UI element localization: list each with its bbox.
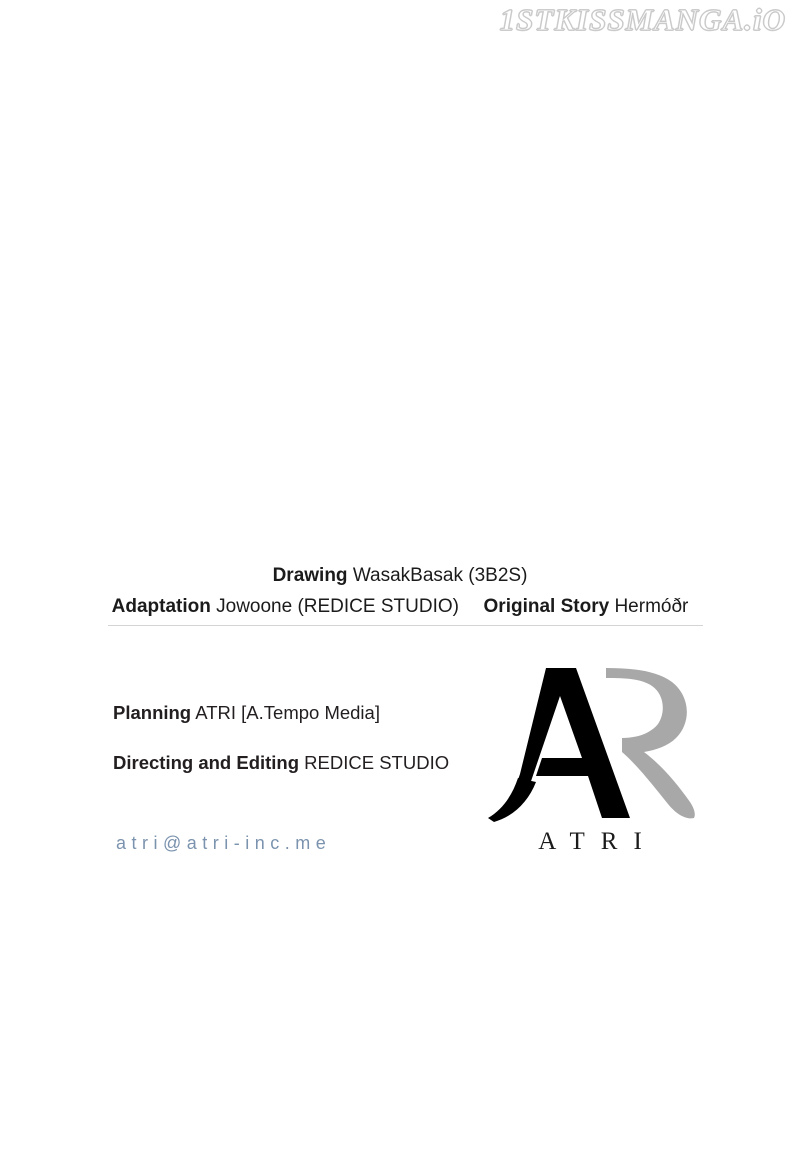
- credit-label-adaptation: Adaptation: [111, 596, 211, 617]
- credit-label-drawing: Drawing: [272, 565, 348, 586]
- contact-email[interactable]: atri@atri-inc.me: [116, 833, 332, 853]
- credit-value-drawing: WasakBasak (3B2S): [352, 565, 528, 586]
- site-watermark: 1STKISSMANGA.iO: [499, 2, 786, 37]
- staff-row-planning: [113, 700, 449, 726]
- staff-block: [113, 700, 449, 800]
- staff-row-directing: [113, 750, 449, 776]
- credit-value-original-story: Hermóðr: [614, 596, 689, 617]
- credit-label-original-story: Original Story: [483, 596, 610, 617]
- credit-line-adaptation-original: [0, 591, 800, 622]
- staff-label-directing: Directing and Editing: [113, 752, 300, 773]
- staff-value-directing: REDICE STUDIO: [304, 752, 450, 773]
- credit-line-drawing: [0, 560, 800, 591]
- credits-block: [0, 560, 800, 622]
- staff-value-planning: ATRI [A.Tempo Media]: [195, 702, 380, 723]
- credit-value-adaptation: Jowoone (REDICE STUDIO): [216, 596, 459, 617]
- staff-label-planning: Planning: [113, 702, 192, 723]
- divider: [108, 625, 703, 626]
- atri-logo-wordmark: ATRI: [538, 828, 658, 855]
